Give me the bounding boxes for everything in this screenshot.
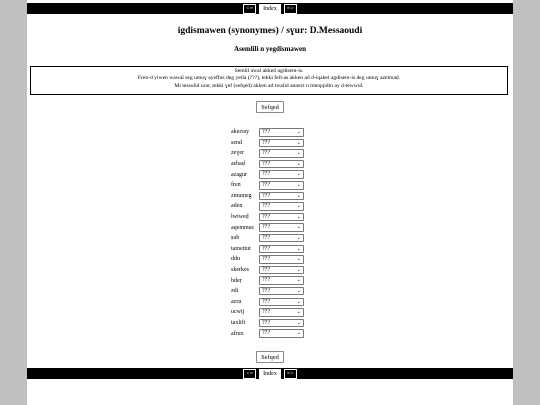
word-label: aqemmuc xyxy=(231,224,255,231)
word-row xyxy=(231,254,304,265)
synonym-select[interactable] xyxy=(259,160,304,169)
synonym-select[interactable] xyxy=(259,298,304,307)
synonym-select-value: ??? xyxy=(262,266,270,273)
synonym-select-value: ??? xyxy=(262,277,270,284)
chevron-down-icon: ⌄ xyxy=(296,130,301,136)
word-row xyxy=(231,222,304,233)
chevron-down-icon: ⌄ xyxy=(296,246,301,252)
instruction-line: Semlil awal akked ugdisem-is. xyxy=(234,68,304,74)
prev-page-button[interactable]: <= xyxy=(243,4,256,14)
word-row xyxy=(231,159,304,170)
synonym-select-value: ??? xyxy=(262,192,270,199)
word-row xyxy=(231,169,304,180)
synonym-select-value: ??? xyxy=(262,309,270,316)
synonym-select-value: ??? xyxy=(262,298,270,305)
instruction-line: Mi tessulid urar, tekki ɣef (sefqed) akken ad twalid annect n tmeqqidin ay d-tewwid. xyxy=(174,82,364,89)
page-frame xyxy=(27,0,513,405)
synonym-select[interactable] xyxy=(259,234,304,243)
synonym-select-value: ??? xyxy=(262,319,270,326)
chevron-down-icon: ⌄ xyxy=(296,172,301,178)
word-label: tamettut xyxy=(231,245,251,252)
chevron-down-icon: ⌄ xyxy=(296,214,301,220)
synonym-select-value: ??? xyxy=(262,139,270,146)
word-row xyxy=(231,328,304,339)
word-label: lwiweḍ xyxy=(231,214,249,221)
word-label: azru xyxy=(231,298,242,305)
synonym-select[interactable] xyxy=(259,287,304,296)
word-row xyxy=(231,127,304,138)
synonym-select-value: ??? xyxy=(262,213,270,220)
word-label: akerray xyxy=(231,129,249,136)
chevron-down-icon: ⌄ xyxy=(296,320,301,326)
synonym-select-value: ??? xyxy=(262,330,270,337)
instructions-box xyxy=(30,66,508,95)
word-row xyxy=(231,297,304,308)
synonym-select[interactable] xyxy=(259,276,304,285)
chevron-down-icon: ⌄ xyxy=(296,235,301,241)
word-label: skerkes xyxy=(231,267,249,274)
next-page-button[interactable]: => xyxy=(284,4,297,14)
synonym-select[interactable] xyxy=(259,128,304,137)
synonym-select[interactable] xyxy=(259,139,304,148)
synonym-select[interactable] xyxy=(259,266,304,275)
synonym-select-value: ??? xyxy=(262,160,270,167)
page-title: igdismawen (synonymes) / sɣur: D.Messaoudi xyxy=(177,26,363,36)
word-row xyxy=(231,318,304,329)
word-row xyxy=(231,180,304,191)
synonym-select-value: ??? xyxy=(262,182,270,189)
chevron-down-icon: ⌄ xyxy=(296,278,301,284)
synonym-select[interactable] xyxy=(259,202,304,211)
top-nav-bar xyxy=(27,3,513,14)
synonym-select[interactable] xyxy=(259,329,304,338)
word-row xyxy=(231,286,304,297)
chevron-down-icon: ⌄ xyxy=(296,310,301,316)
index-button[interactable]: Index xyxy=(259,369,281,379)
word-label: zeɣer xyxy=(231,150,244,157)
check-button-top[interactable]: Sefqed xyxy=(256,101,284,113)
synonym-select-value: ??? xyxy=(262,150,270,157)
word-label: taxlift xyxy=(231,319,246,326)
word-label: ṣub xyxy=(231,235,240,242)
chevron-down-icon: ⌄ xyxy=(296,140,301,146)
synonym-select-value: ??? xyxy=(262,245,270,252)
synonym-select-value: ??? xyxy=(262,234,270,241)
synonym-select-value: ??? xyxy=(262,287,270,294)
synonym-select[interactable] xyxy=(259,149,304,158)
prev-page-button[interactable]: <= xyxy=(243,369,256,379)
word-row xyxy=(231,275,304,286)
word-row xyxy=(231,307,304,318)
synonym-select[interactable] xyxy=(259,192,304,201)
word-label: zmumeg xyxy=(231,192,252,199)
word-row xyxy=(231,212,304,223)
synonym-select[interactable] xyxy=(259,223,304,232)
bottom-nav-bar xyxy=(27,368,513,379)
word-row xyxy=(231,233,304,244)
chevron-down-icon: ⌄ xyxy=(296,288,301,294)
word-label: send xyxy=(231,139,242,146)
word-row xyxy=(231,148,304,159)
chevron-down-icon: ⌄ xyxy=(296,299,301,305)
word-label: ucwij xyxy=(231,309,245,316)
chevron-down-icon: ⌄ xyxy=(296,161,301,167)
synonym-select-value: ??? xyxy=(262,224,270,231)
word-row xyxy=(231,244,304,255)
index-button[interactable]: Index xyxy=(259,4,281,14)
chevron-down-icon: ⌄ xyxy=(296,225,301,231)
synonym-select-value: ??? xyxy=(262,129,270,136)
word-label: zdi xyxy=(231,288,239,295)
word-list xyxy=(231,127,304,339)
check-button-bottom[interactable]: Sefqed xyxy=(256,351,284,363)
synonym-select[interactable] xyxy=(259,213,304,222)
word-label: aden xyxy=(231,203,243,210)
synonym-select[interactable] xyxy=(259,181,304,190)
word-label: bdeṛ xyxy=(231,277,242,284)
chevron-down-icon: ⌄ xyxy=(296,267,301,273)
word-label: afrux xyxy=(231,330,244,337)
chevron-down-icon: ⌄ xyxy=(296,257,301,263)
word-row xyxy=(231,138,304,149)
word-label: ddu xyxy=(231,256,240,263)
chevron-down-icon: ⌄ xyxy=(296,183,301,189)
synonym-select-value: ??? xyxy=(262,203,270,210)
next-page-button[interactable]: => xyxy=(284,369,297,379)
word-label: fren xyxy=(231,182,241,189)
synonym-select[interactable] xyxy=(259,308,304,317)
word-row xyxy=(231,191,304,202)
chevron-down-icon: ⌄ xyxy=(296,151,301,157)
synonym-select-value: ??? xyxy=(262,256,270,263)
synonym-select[interactable] xyxy=(259,319,304,328)
synonym-select[interactable] xyxy=(259,255,304,264)
synonym-select[interactable] xyxy=(259,170,304,179)
word-label: aɛbaḍ xyxy=(231,161,245,168)
chevron-down-icon: ⌄ xyxy=(296,204,301,210)
synonym-select[interactable] xyxy=(259,245,304,254)
word-label: azagur xyxy=(231,171,247,178)
chevron-down-icon: ⌄ xyxy=(296,331,301,337)
page-subtitle: Asemlili n yegdismawen xyxy=(234,45,306,53)
word-row xyxy=(231,265,304,276)
chevron-down-icon: ⌄ xyxy=(296,193,301,199)
synonym-select-value: ??? xyxy=(262,171,270,178)
word-row xyxy=(231,201,304,212)
instruction-line: Fren-d yiwen wawal seg umuɣ ayeffus deg yella (???), tekki fell-as akken ad d-iqabel agdisem-is deg umuɣ azelmaḍ. xyxy=(137,75,401,82)
